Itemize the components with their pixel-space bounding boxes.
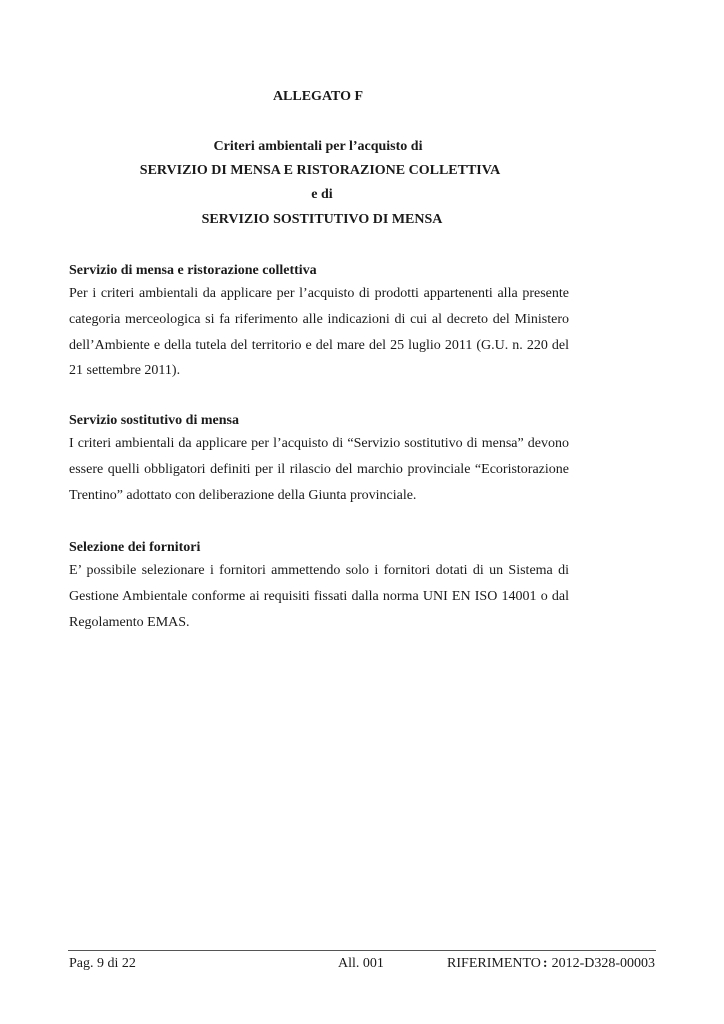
section-selezione-fornitori bbox=[69, 539, 569, 635]
section-body: E’ possibile selezionare i fornitori ammettendo solo i fornitori dotati di un Sistema di Gestione Ambientale conforme ai requisiti fissati dalla norma UNI EN ISO 14001 o dal Regolamento EMAS. bbox=[69, 563, 569, 630]
section-servizio-sostitutivo bbox=[69, 412, 569, 508]
footer-reference bbox=[447, 955, 655, 973]
annex-title: ALLEGATO F bbox=[272, 89, 364, 104]
subtitle-line-1: Criteri ambientali per l’acquisto di bbox=[213, 139, 423, 154]
subtitle-line-4: SERVIZIO SOSTITUTIVO DI MENSA bbox=[201, 212, 443, 227]
section-heading: Servizio di mensa e ristorazione collettiva bbox=[69, 263, 317, 278]
footer-attachment: All. 001 bbox=[338, 956, 384, 971]
footer-divider bbox=[68, 950, 656, 951]
section-mensa-ristorazione bbox=[69, 262, 569, 384]
section-body: I criteri ambientali da applicare per l’acquisto di “Servizio sostitutivo di mensa” devono essere quelli obbligatori definiti per il rilascio del marchio provinciale “Ecoristorazione Trentino” adottato con deliberazione della Giunta provinciale. bbox=[69, 436, 569, 503]
subtitle-line-2: SERVIZIO DI MENSA E RISTORAZIONE COLLETTIVA bbox=[139, 163, 501, 178]
reference-label: RIFERIMENTO bbox=[447, 956, 541, 971]
section-heading: Servizio sostitutivo di mensa bbox=[69, 413, 239, 428]
reference-code: 2012-D328-00003 bbox=[551, 956, 655, 971]
section-body: Per i criteri ambientali da applicare per l’acquisto di prodotti appartenenti alla presente categoria merceologica si fa riferimento alle indicazioni di cui al decreto del Ministero dell’Ambiente e della tutela del territorio e del mare del 25 luglio 2011 (G.U. n. 220 del 21 settembre 2011). bbox=[69, 286, 569, 379]
reference-colon: : bbox=[542, 956, 548, 971]
footer-page-number: Pag. 9 di 22 bbox=[69, 956, 136, 971]
subtitle-line-3: e di bbox=[311, 187, 333, 202]
section-heading: Selezione dei fornitori bbox=[69, 540, 201, 555]
